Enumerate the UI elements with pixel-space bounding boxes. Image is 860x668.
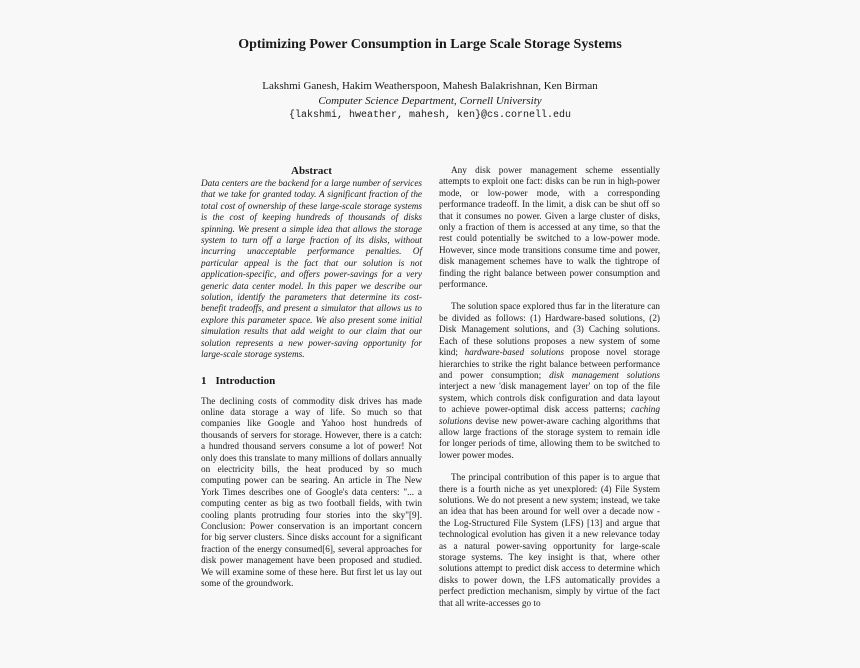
left-column <box>201 165 422 589</box>
author-list: Lakshmi Ganesh, Hakim Weatherspoon, Mahesh Balakrishnan, Ken Birman <box>262 80 598 92</box>
section-title: Introduction <box>215 374 276 387</box>
section-number: 1 <box>201 374 207 387</box>
paper-title: Optimizing Power Consumption in Large Scale Storage Systems <box>238 37 622 52</box>
abstract-text: Data centers are the backend for a large number of services that we take for granted today. A significant fraction of the total cost of ownership of these large-scale storage systems is the cost of keeping hundreds of thousands of disks spinning. We present a simple idea that allows the storage system to turn off a large fraction of its disks, without incurring unacceptable performance penalties. Of particular appeal is the fact that our solution is not application-specific, and offers power-savings for a very generic data center model. In this paper we describe our solution, identify the parameters that determine its cost-benefit tradeoffs, and present a simulator that allows us to explore this parameter space. We also present some initial simulation results that add weight to our claim that our solution represents a new power-saving opportunity for large-scale storage systems. <box>201 178 422 360</box>
right-column <box>439 165 660 609</box>
paragraph-text: The solution space explored thus far in the literature can be divided as follows: (1) Hardware-based solutions, (2) Disk Management solutions, and (3) Caching solutions. Each of these solutions proposes a new system of some kind; <box>439 301 660 358</box>
author-emails: {lakshmi, hweather, mahesh, ken}@cs.cornell.edu <box>288 110 572 121</box>
paragraph-text: interject a new 'disk management layer' on top of the file system, which controls disk configuration and data layout to achieve power-optimal disk access patterns; <box>439 381 660 415</box>
emphasis-text: disk management solutions <box>549 369 660 380</box>
introduction-paragraph: The declining costs of commodity disk drives has made online data storage a way of life. So much so that companies like Google and Yahoo host hundreds of thousands of servers for storage. However, there is a catch: a hundred thousand servers consume a lot of power! Not only does this translate to many millions of dollars annually on electricity bills, the heat produced by so much computing power can be searing. An article in The New York Times describes one of Google's data centers: "... a computing center as big as two football fields, with twin cooling plants protruding four stories into the sky"[9]. Conclusion: Power conservation is an important concern for big server clusters. Since disks account for a significant fraction of the energy consumed[6], several approaches for disk power management have been proposed and studied. We will examine some of these here. But first let us lay out some of the groundwork. <box>201 395 422 588</box>
abstract-heading: Abstract <box>291 165 332 177</box>
section-heading-introduction <box>201 375 422 387</box>
body-paragraph-2 <box>439 301 660 461</box>
emphasis-text: caching solutions <box>439 404 660 426</box>
emphasis-text: hardware-based solutions <box>464 347 564 358</box>
body-paragraph-3: The principal contribution of this paper is to argue that there is a fourth niche as yet unexplored: (4) File System solutions. We do not present a new system; instead, we take an idea that has been around for well over a decade now - the Log-Structured File System (LFS) [13] and argue that technological evolution has given it a new relevance today as a natural power-saving opportunity for large-scale storage systems. The key insight is that, where other solutions attempt to predict disk access to determine which disks to power down, the LFS automatically provides a perfect prediction mechanism, simply by virtue of the fact that all write-accesses go to <box>439 472 660 608</box>
paragraph-text: propose novel storage hierarchies to strike the right balance between performance and power consumption; <box>439 347 661 380</box>
paragraph-text: devise new power-aware caching algorithms that allow large fractions of the storage system to remain idle for longer periods of time, allowing them to be switched to lower power modes. <box>439 415 660 460</box>
affiliation: Computer Science Department, Cornell University <box>318 95 542 107</box>
body-paragraph-1: Any disk power management scheme essentially attempts to exploit one fact: disks can be run in high-power mode, or low-power mode, with a corresponding performance tradeoff. In the limit, a disk can be shut off so that it consumes no power. Given a large cluster of disks, only a fraction of them is accessed at any time, so that the rest could potentially be switched to a low-power mode. However, since mode transitions consume time and power, disk management schemes have to walk the tightrope of finding the right balance between power consumption and performance. <box>439 165 660 290</box>
